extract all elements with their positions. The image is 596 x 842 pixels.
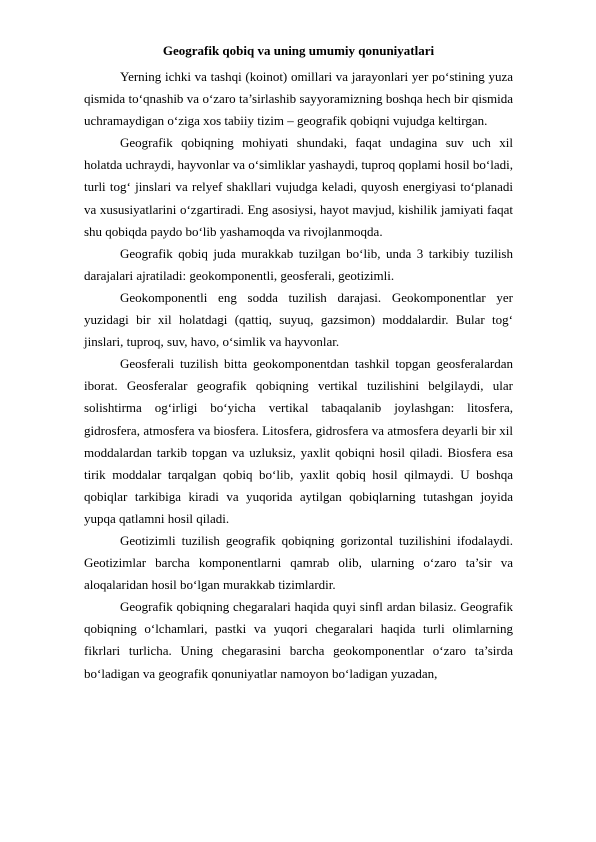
paragraph-intro: Yerning ichki va tashqi (koinot) omillari va jarayonlari yer po‘stining yuza qismida to‘qnashib va o‘zaro ta’sirlashib sayyoramizning boshqa hech bir qismida uchramaydigan o‘ziga xos tabiiy tizim – geografik qobiqni vujudga keltirgan. bbox=[84, 69, 513, 129]
document-title: Geografik qobiq va uning umumiy qonuniyatlari bbox=[162, 43, 435, 58]
document-page bbox=[84, 40, 513, 685]
paragraph-geocomponent: Geokomponentli eng sodda tuzilish darajasi. Geokomponentlar yer yuzidagi bir xil holatdagi (qattiq, suyuq, gazsimon) moddalardir. Bular tog‘ jinslari, tuproq, suv, havo, o‘simlik va hayvonlar. bbox=[84, 289, 513, 350]
paragraph-boundaries: Geografik qobiqning chegaralari haqida quyi sinfl ardan bilasiz. Geografik qobiqning o‘lchamlari, pastki va yuqori chegaralari haqida turli olimlarning fikrlari turlicha. Uning chegarasini barcha geokomponentlar o‘zaro ta’sirda bo‘ladigan va geografik qonuniyatlar namoyon bo‘ladigan yuzadan, bbox=[84, 599, 513, 681]
paragraph-geosystem: Geotizimli tuzilish geografik qobiqning gorizontal tuzilishini ifodalaydi. Geotizimlar barcha komponentlarni qamrab olib, ularning o‘zaro ta’sir va aloqalaridan hosil bo‘lgan murakkab tizimlardir. bbox=[84, 532, 513, 593]
paragraph-structure-levels: Geografik qobiq juda murakkab tuzilgan bo‘lib, unda 3 tarkibiy tuzilish darajalari ajratiladi: geokomponentli, geosferali, geotizimli. bbox=[84, 245, 513, 283]
paragraph-essence: Geografik qobiqning mohiyati shundaki, faqat undagina suv uch xil holatda uchraydi, hayvonlar va o‘simliklar yashaydi, tuproq qoplami hosil bo‘ladi, turli tog‘ jinslari va relyef shakllari vujudga keladi, quyosh energiyasi to‘planadi va xususiyatlarini o‘zgartiradi. Eng asosiysi, hayot mavjud, kishilik jamiyati faqat shu qobiqda paydo bo‘lib yashamoqda va rivojlanmoqda. bbox=[84, 135, 513, 239]
paragraph-geosphere: Geosferali tuzilish bitta geokomponentdan tashkil topgan geosferalardan iborat. Geosferalar geografik qobiqning vertikal tuzilishini belgilaydi, ular solishtirma og‘irligi bo‘yicha vertikal tabaqalanib joylashgan: litosfera, gidrosfera, atmosfera va biosfera. Litosfera, gidrosfera va atmosfera deyarli bir xil moddalardan tarkib topgan va uzluksiz, yaxlit qobiqni hosil qiladi. Biosfera esa tirik moddalar tarqalgan qobiq bo‘lib, yaxlit qobiq hosil qilmaydi. U boshqa qobiqlar tarkibiga kiradi va yuqorida aytilgan qobiqlarning tutashgan joyida yupqa qatlamni hosil qiladi. bbox=[84, 356, 513, 526]
